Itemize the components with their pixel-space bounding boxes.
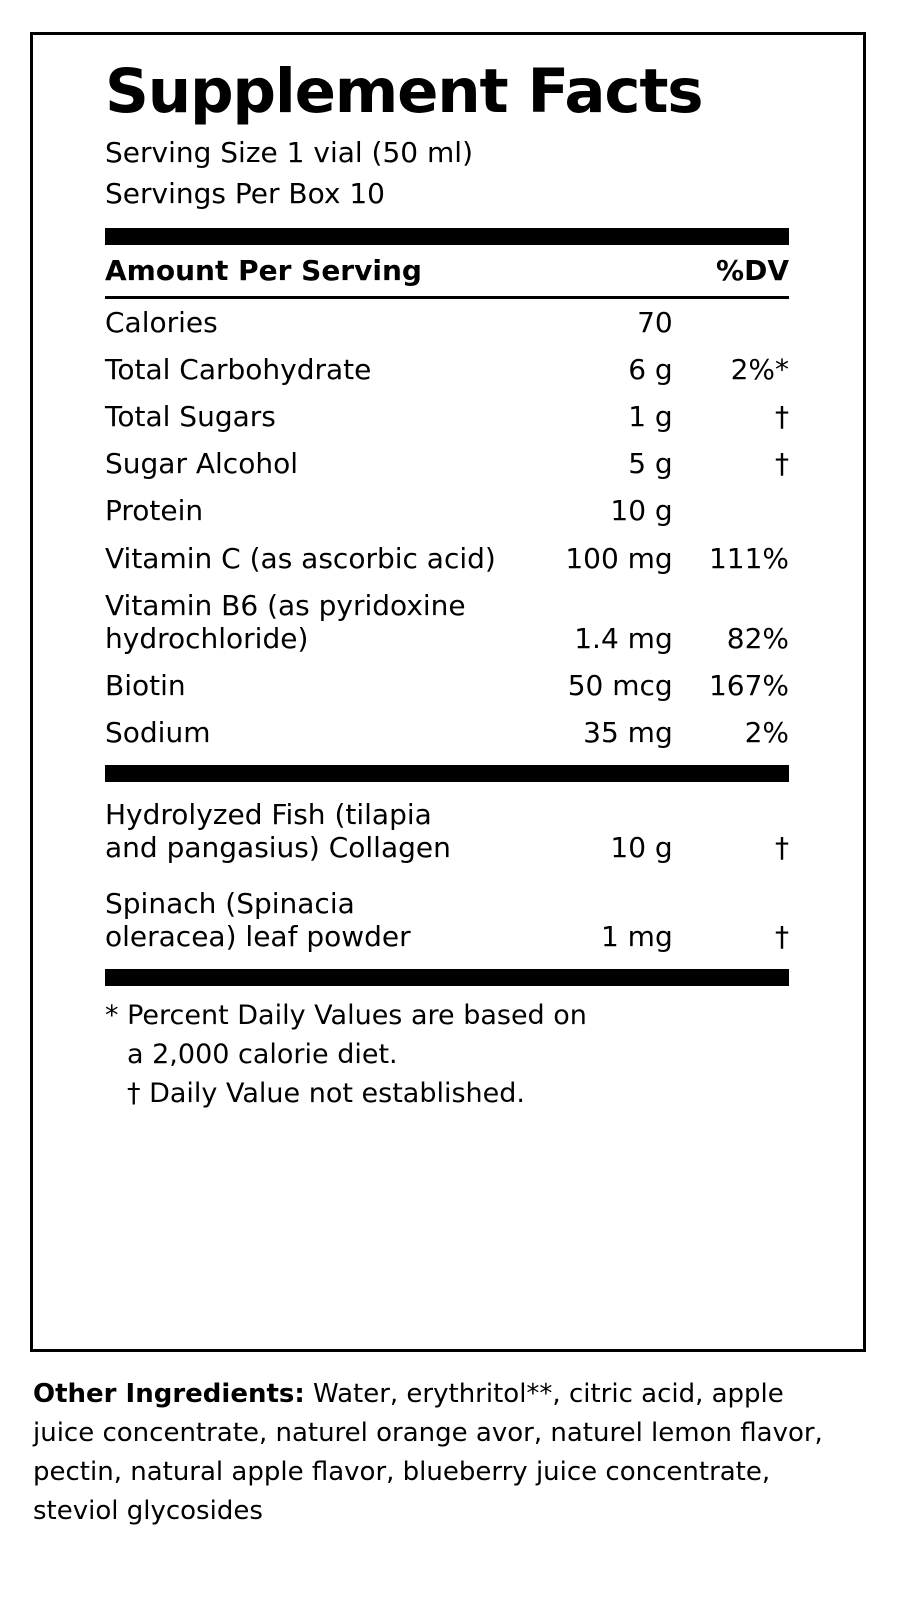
table-header-row: [105, 245, 789, 296]
nutrient-dv: 167%: [708, 668, 789, 702]
table-row: [105, 440, 789, 487]
divider-thick-top: [105, 228, 789, 245]
ingredient-name: Hydrolyzed Fish (tilapia and pangasius) Collagen: [105, 797, 451, 864]
nutrient-dv: [673, 299, 789, 346]
amount-per-serving-label: Amount Per Serving: [105, 254, 422, 288]
table-row: [105, 582, 789, 662]
nutrient-amount: 35 mg: [583, 715, 673, 749]
ingredient-amount: 10 g: [610, 830, 673, 864]
table-row: [105, 299, 789, 346]
supplement-facts-panel: [30, 32, 866, 1352]
nutrient-dv: †: [775, 400, 789, 434]
nutrient-amount: 5 g: [628, 447, 673, 481]
table-row: [105, 393, 789, 440]
nutrition-table: [105, 245, 789, 985]
other-ingredients-label: Other Ingredients:: [33, 1379, 305, 1409]
nutrient-name: Vitamin C (as ascorbic acid): [105, 541, 496, 575]
nutrient-name: Vitamin B6 (as pyridoxine hydrochloride): [105, 588, 466, 655]
nutrient-dv: 82%: [726, 621, 789, 655]
nutrient-amount: 70: [637, 306, 673, 340]
nutrient-amount: 1 g: [628, 400, 673, 434]
divider-thick-bottom: [105, 969, 789, 986]
table-row: [105, 662, 789, 709]
nutrient-name: Calories: [105, 306, 218, 340]
footnote-line: † Daily Value not established.: [127, 1078, 525, 1110]
other-ingredients: [33, 1375, 823, 1531]
nutrient-dv: †: [775, 447, 789, 481]
ingredient-dv: †: [775, 830, 789, 864]
table-row: [105, 487, 789, 534]
panel-inner: [105, 57, 789, 1113]
dv-label: %DV: [716, 254, 789, 288]
footnotes: [105, 986, 789, 1113]
header-spacer: [502, 245, 673, 296]
nutrient-name: Sodium: [105, 715, 211, 749]
nutrient-dv: 2%*: [730, 353, 789, 387]
nutrient-name: Sugar Alcohol: [105, 447, 298, 481]
divider-row: [105, 960, 789, 986]
nutrient-name: Total Sugars: [105, 400, 276, 434]
nutrient-amount: 50 mcg: [567, 668, 673, 702]
nutrient-amount: 1.4 mg: [574, 621, 673, 655]
table-row: [105, 782, 789, 871]
nutrient-amount: 100 mg: [565, 541, 673, 575]
nutrient-dv: 111%: [708, 541, 789, 575]
divider-row: [105, 756, 789, 782]
footnote-line: * Percent Daily Values are based on: [105, 999, 587, 1031]
table-row: [105, 709, 789, 756]
table-row: [105, 346, 789, 393]
ingredient-dv: †: [775, 919, 789, 953]
footnote-line: a 2,000 calorie diet.: [127, 1038, 398, 1070]
table-row: [105, 535, 789, 582]
ingredient-name: Spinach (Spinacia oleracea) leaf powder: [105, 886, 411, 953]
panel-title: Supplement Facts: [105, 56, 703, 127]
serving-size: Serving Size 1 vial (50 ml): [105, 136, 473, 170]
nutrient-amount: 6 g: [628, 353, 673, 387]
nutrient-name: Total Carbohydrate: [105, 353, 372, 387]
nutrient-dv: [673, 487, 789, 534]
nutrient-name: Biotin: [105, 668, 186, 702]
divider-thick-middle: [105, 765, 789, 782]
nutrient-name: Protein: [105, 494, 204, 528]
ingredient-amount: 1 mg: [600, 919, 673, 953]
nutrient-dv: 2%: [744, 715, 789, 749]
nutrient-amount: 10 g: [610, 494, 673, 528]
other-ingredients-text: Water, erythritol**, citric acid, apple juice concentrate, naturel orange avor, naturel lemon flavor, pectin, natural apple flavor, blueberry juice concentrate, steviol glycosides: [33, 1379, 823, 1526]
table-row: [105, 871, 789, 960]
servings-per-box: Servings Per Box 10: [105, 176, 385, 210]
